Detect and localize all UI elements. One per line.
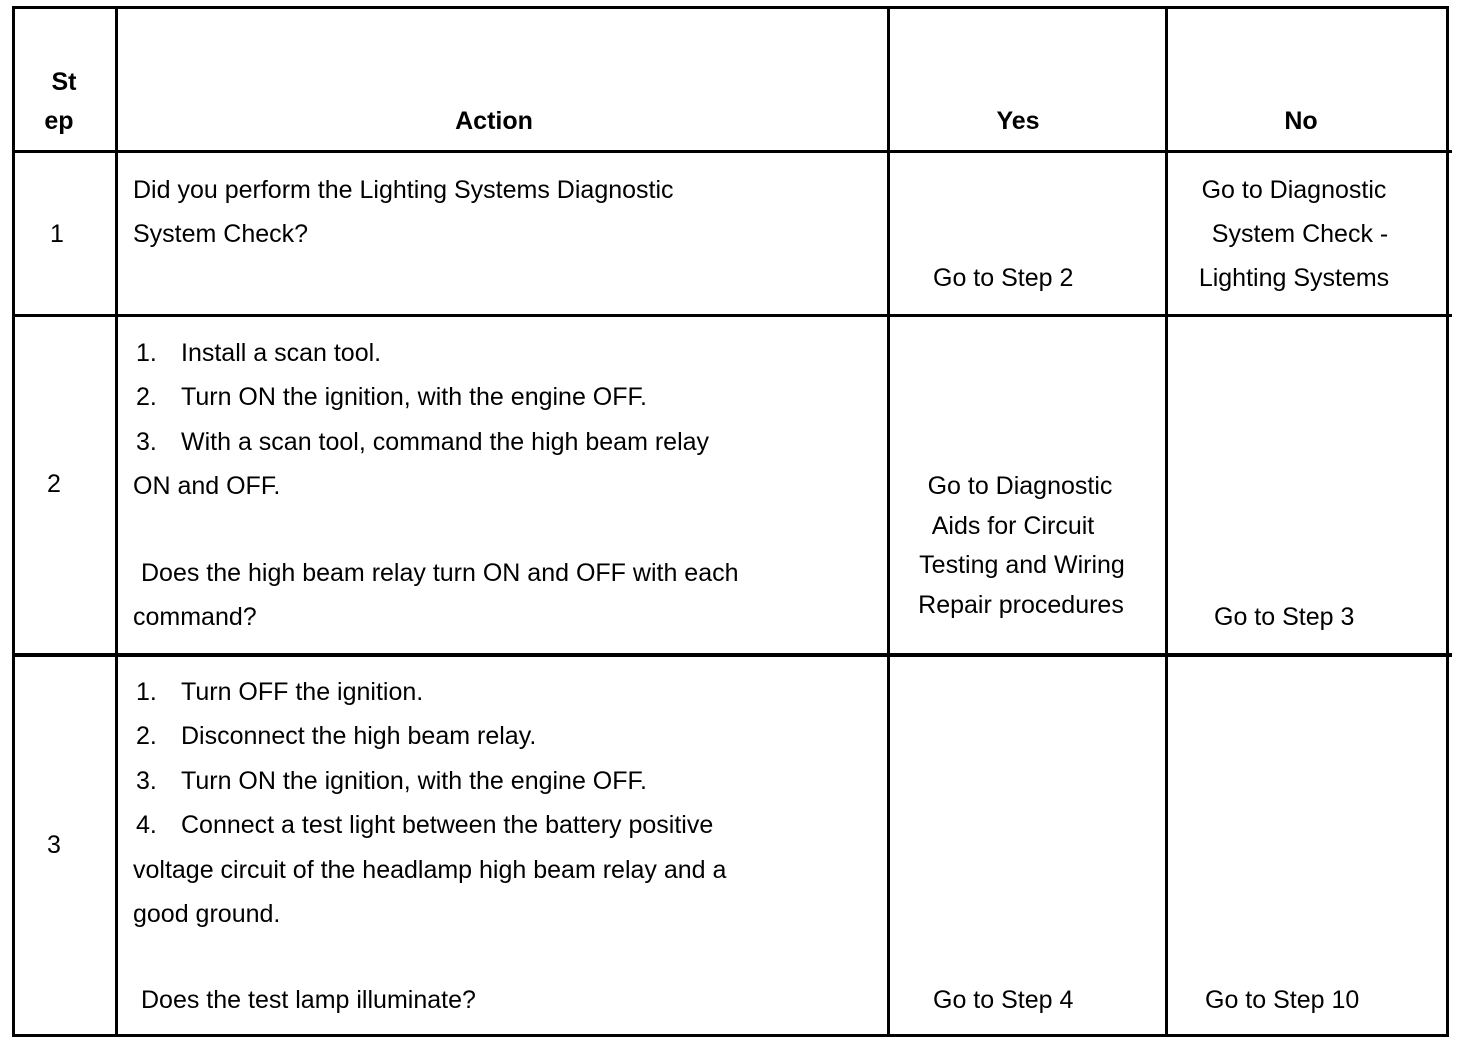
- action-question: command?: [133, 603, 257, 631]
- yes-result: Go to Step 4: [933, 986, 1074, 1014]
- step-number: 2: [47, 470, 61, 498]
- yes-result: Testing and Wiring: [919, 551, 1125, 579]
- step-number: 1: [50, 220, 64, 248]
- list-item: With a scan tool, command the high beam relay: [181, 428, 710, 456]
- list-item: Turn ON the ignition, with the engine OFF.: [181, 767, 647, 795]
- yes-result: Go to Diagnostic: [927, 472, 1113, 500]
- step-number: 3: [47, 831, 61, 859]
- action-text: System Check?: [133, 220, 309, 248]
- no-result: Go to Step 3: [1214, 603, 1355, 631]
- no-result: System Check -: [1211, 220, 1389, 248]
- yes-result: Go to Step 2: [933, 264, 1074, 292]
- action-text: voltage circuit of the headlamp high beam relay and a: [133, 856, 727, 884]
- action-text: ON and OFF.: [133, 472, 281, 500]
- yes-result: Aids for Circuit: [931, 512, 1095, 540]
- list-item: Disconnect the high beam relay.: [181, 722, 537, 750]
- header-step-line1: St: [51, 68, 77, 96]
- list-number: 2.: [136, 383, 157, 411]
- list-number: 1.: [136, 339, 157, 367]
- action-question: Does the test lamp illuminate?: [141, 986, 476, 1014]
- no-result: Lighting Systems: [1198, 264, 1390, 292]
- yes-result: Repair procedures: [918, 591, 1124, 619]
- grid-line: [12, 653, 1452, 657]
- grid-line: [1165, 6, 1168, 1037]
- no-result: Go to Diagnostic: [1201, 176, 1387, 204]
- grid-line: [115, 6, 118, 1037]
- header-step-line2: ep: [44, 107, 74, 135]
- list-number: 3.: [136, 428, 157, 456]
- grid-line: [12, 6, 1449, 9]
- list-item: Install a scan tool.: [181, 339, 382, 367]
- grid-line: [12, 6, 15, 1037]
- header-yes: Yes: [996, 107, 1040, 135]
- grid-line: [12, 1034, 1449, 1037]
- action-text: Did you perform the Lighting Systems Diagnostic: [133, 176, 674, 204]
- action-text: good ground.: [133, 900, 281, 928]
- list-number: 1.: [136, 678, 157, 706]
- list-number: 3.: [136, 767, 157, 795]
- no-result: Go to Step 10: [1205, 986, 1360, 1014]
- grid-line: [12, 150, 1452, 153]
- list-item: Turn OFF the ignition.: [181, 678, 424, 706]
- list-item: Turn ON the ignition, with the engine OFF.: [181, 383, 647, 411]
- header-no: No: [1284, 107, 1318, 135]
- list-item: Connect a test light between the battery positive: [181, 811, 714, 839]
- action-question: Does the high beam relay turn ON and OFF with each: [141, 559, 739, 587]
- header-action: Action: [455, 107, 533, 135]
- grid-line: [12, 314, 1452, 317]
- list-number: 2.: [136, 722, 157, 750]
- grid-line: [1446, 6, 1449, 1037]
- list-number: 4.: [136, 811, 157, 839]
